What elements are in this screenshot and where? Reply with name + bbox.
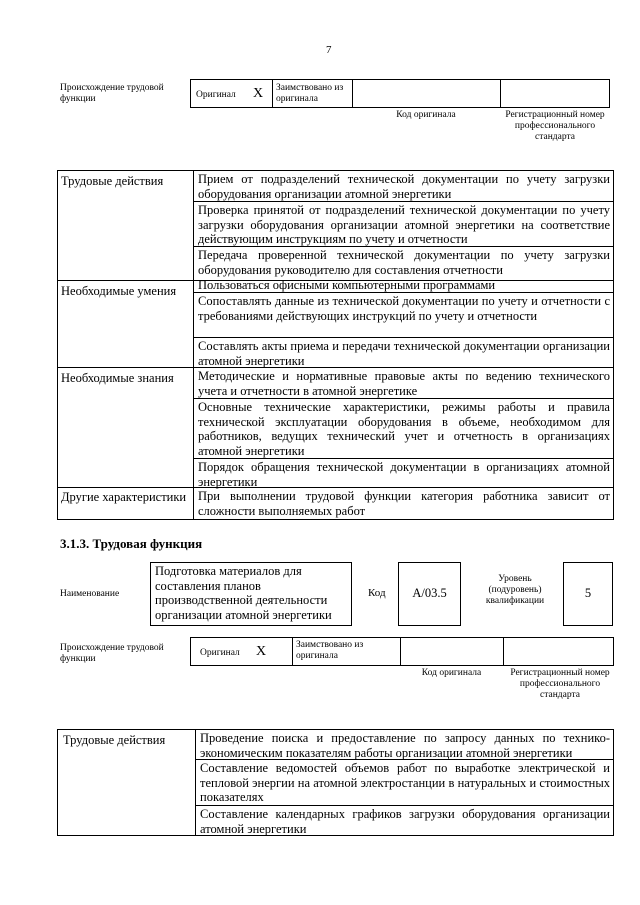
row-label: Необходимые умения xyxy=(61,284,177,298)
row-label: Трудовые действия xyxy=(61,174,164,188)
name-label: Наименование xyxy=(60,589,120,599)
level-value: 5 xyxy=(584,586,592,600)
table-cell: Составление ведомостей объемов работ по выработке электрической и тепловой энергии на атомной электростанции в натуральных и стоимостных показателях xyxy=(200,761,610,804)
original-label: Оригинал xyxy=(196,90,236,100)
origin-box xyxy=(190,637,614,666)
original-mark: X xyxy=(253,86,264,101)
original-mark: X xyxy=(256,644,267,659)
page-number: 7 xyxy=(326,44,332,56)
name-value: Подготовка материалов для составления планов производственной деятельности организации атомной энергетики xyxy=(155,564,332,622)
code-value: А/03.5 xyxy=(412,586,447,600)
row-label: Другие характеристики xyxy=(61,490,187,504)
borrowed-label: Заимствовано из оригинала xyxy=(296,640,364,661)
level-label: Уровень (подуровень) квалификации xyxy=(485,574,545,606)
table-cell: Пользоваться офисными компьютерными программами xyxy=(198,278,496,292)
table-cell: Порядок обращения технической документации в организациях атомной энергетики xyxy=(198,460,610,489)
table-cell: Проведение поиска и предоставление по запросу данных по технико-экономическим показателям работы организации атомной энергетики xyxy=(200,731,610,760)
table-cell: Прием от подразделений технической документации по учету загрузки оборудования организации атомной энергетики xyxy=(198,172,610,201)
table-cell: Основные технические характеристики, режимы работы и правила технической эксплуатации оборудования в объеме, необходимом для работников, ведущих технический учет и отчетность в организациях атомной энергетики xyxy=(198,400,610,458)
table-cell: Передача проверенной технической документации по учету загрузки оборудования руководителю для составления отчетности xyxy=(198,248,610,277)
table-cell: Методические и нормативные правовые акты по ведению технического учета и отчетности в атомной энергетике xyxy=(198,369,610,398)
origin-label: Происхождение трудовой функции xyxy=(60,83,164,104)
section-heading: 3.1.3. Трудовая функция xyxy=(60,536,203,551)
table-cell: Составлять акты приема и передачи технической документации организации атомной энергетики xyxy=(198,339,610,368)
code-original-caption: Код оригинала xyxy=(421,668,482,678)
table-cell: Сопоставлять данные из технической документации по учету и отчетности с требованиями действующих инструкций по учету и отчетности xyxy=(198,294,610,323)
table-cell: Составление календарных графиков загрузки оборудования организации атомной энергетики xyxy=(200,807,610,836)
code-original-caption: Код оригинала xyxy=(396,110,456,120)
code-label: Код xyxy=(368,587,386,599)
reg-number-caption: Регистрационный номер профессионального стандарта xyxy=(505,110,605,142)
row-label: Необходимые знания xyxy=(61,371,174,385)
borrowed-label: Заимствовано из оригинала xyxy=(276,83,344,104)
row-label: Трудовые действия xyxy=(63,733,166,747)
table-cell: При выполнении трудовой функции категория работника зависит от сложности выполняемых работ xyxy=(198,489,610,518)
reg-number-caption: Регистрационный номер профессионального стандарта xyxy=(510,668,610,700)
origin-label: Происхождение трудовой функции xyxy=(60,643,164,664)
table-cell: Проверка принятой от подразделений технической документации по учету загрузки оборудования организации атомной энергетики на соответствие действующим инструкциям по учету и отчетности xyxy=(198,203,610,246)
original-label: Оригинал xyxy=(200,648,240,658)
